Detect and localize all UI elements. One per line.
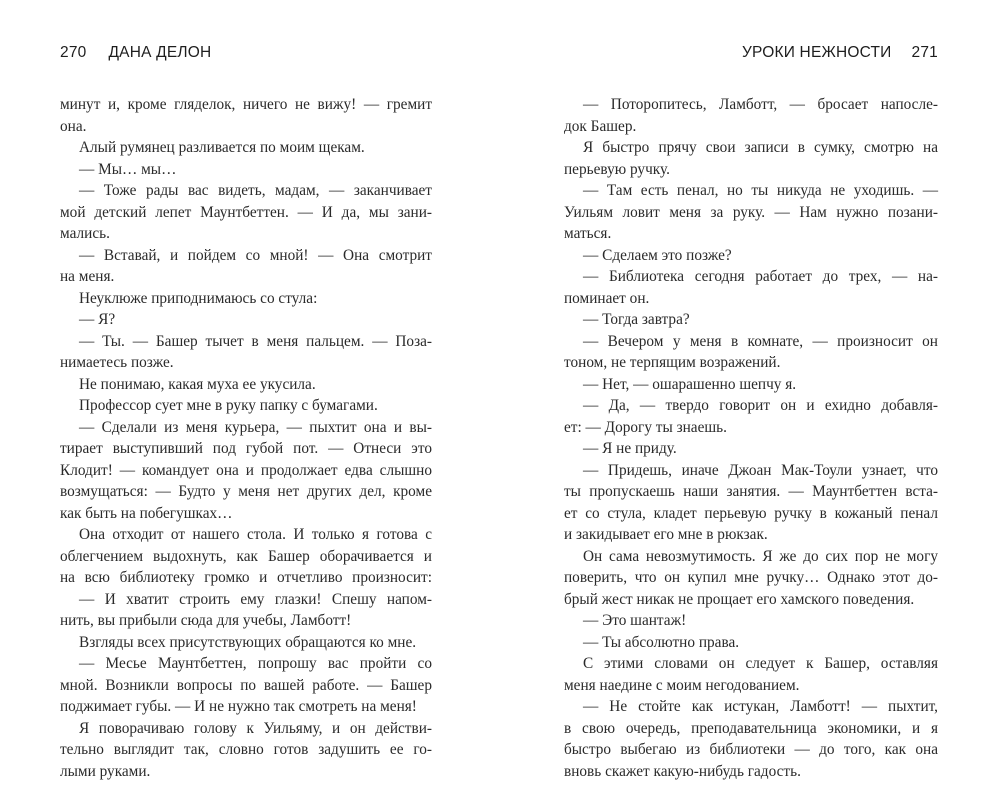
text-line: на меня. bbox=[60, 268, 115, 285]
text-line: Неуклюже приподнимаюсь со стула: bbox=[79, 289, 318, 307]
text-line: ты пропускаешь наши занятия. — Маунтбеттен вста- bbox=[564, 483, 938, 500]
text-line: нить, вы прибыли сюда для учебы, Ламботт! bbox=[60, 612, 352, 629]
text-line: Я поворачиваю голову к Уильяму, и он действи- bbox=[79, 719, 432, 737]
text-line: — И хватит строить ему глазки! Спешу напом- bbox=[79, 590, 432, 608]
text-line: возмущаться: — Будто у меня нет других дел, кроме bbox=[60, 483, 432, 500]
text-line: Он сама невозмутимость. Я же до сих пор не могу bbox=[583, 547, 938, 565]
right-page bbox=[500, 0, 1000, 803]
text-line: — Месье Маунтбеттен, попрошу вас пройти со bbox=[79, 655, 432, 672]
text-line: брый жест никак не прощает его хамского поведения. bbox=[564, 590, 915, 608]
text-line: — Нет, — ошарашенно шепчу я. bbox=[583, 375, 797, 393]
text-line: — Придешь, иначе Джоан Мак-Тоули узнает, что bbox=[583, 461, 938, 479]
right-running-header bbox=[742, 44, 938, 62]
text-line: тирает выступивший под губой пот. — Отнеси это bbox=[60, 440, 432, 457]
text-line: Я быстро прячу свои записи в сумку, смотрю на bbox=[583, 139, 938, 156]
text-line: она. bbox=[60, 117, 87, 135]
text-line: облегчением выдохнуть, как Башер оборачивается и bbox=[60, 547, 432, 565]
text-line: мой детский лепет Маунтбеттен. — И да, мы зани- bbox=[60, 203, 432, 221]
text-line: Клодит! — командует она и продолжает едва слышно bbox=[60, 461, 432, 479]
page-number: 270 bbox=[60, 44, 87, 61]
text-line: — Библиотека сегодня работает до трех, — на- bbox=[583, 268, 938, 285]
text-line: на всю библиотеку громко и отчетливо произносит: bbox=[60, 569, 432, 586]
text-line: — Не стойте как истукан, Ламботт! — пыхтит, bbox=[583, 698, 938, 715]
text-line: ет: — Дорогу ты знаешь. bbox=[564, 418, 727, 436]
text-line: Она отходит от нашего стола. И только я готова с bbox=[79, 526, 432, 543]
author-name: ДАНА ДЕЛОН bbox=[108, 44, 212, 61]
text-line: мались. bbox=[60, 225, 110, 242]
text-line: — Ты. — Башер тычет в меня пальцем. — Поза- bbox=[79, 332, 432, 350]
text-line: Уильям ловит меня за руку. — Нам нужно позани- bbox=[564, 203, 938, 221]
left-page-text bbox=[60, 94, 432, 782]
text-line: минут и, кроме гляделок, ничего не вижу! — гремит bbox=[60, 96, 432, 113]
text-line: — Сделали из меня курьера, — пыхтит она и вы- bbox=[79, 418, 432, 436]
right-page-text bbox=[564, 94, 938, 782]
text-line: — Вставай, и пойдем со мной! — Она смотрит bbox=[79, 246, 432, 264]
text-line: — Сделаем это позже? bbox=[583, 246, 732, 264]
text-line: тоном, не терпящим возражений. bbox=[564, 354, 781, 371]
text-line: — Мы… мы… bbox=[79, 160, 177, 178]
text-line: перьевую ручку. bbox=[564, 160, 670, 178]
text-line: мной. Возникли вопросы по вашей работе. — Башер bbox=[60, 676, 432, 694]
page-number: 271 bbox=[911, 44, 938, 61]
text-line: Взгляды всех присутствующих обращаются ко мне. bbox=[79, 633, 417, 651]
text-line: Алый румянец разливается по моим щекам. bbox=[79, 139, 365, 156]
text-line: — Тогда завтра? bbox=[583, 311, 690, 328]
text-line: лыми руками. bbox=[60, 762, 151, 780]
text-line: — Ты абсолютно права. bbox=[583, 633, 740, 651]
book-title: УРОКИ НЕЖНОСТИ bbox=[741, 44, 892, 61]
text-line: маться. bbox=[564, 225, 612, 242]
text-line: поджимает губы. — И не нужно так смотреть на меня! bbox=[60, 698, 417, 715]
text-line: — Да, — твердо говорит он и ехидно добавля- bbox=[583, 397, 938, 414]
text-line: док Башер. bbox=[564, 117, 637, 135]
text-line: — Там есть пенал, но ты никуда не уходишь. — bbox=[583, 182, 938, 199]
text-line: поверить, что он купил мне ручку… Однако этот до- bbox=[564, 569, 938, 586]
text-line: и закидывает его мне в рюкзак. bbox=[564, 526, 768, 543]
text-line: — Я не приду. bbox=[583, 440, 677, 457]
text-line: С этими словами он следует к Башер, оставляя bbox=[583, 655, 938, 672]
text-line: нимаетесь позже. bbox=[60, 354, 174, 371]
text-line: в свою очередь, преподавательница экономики, и я bbox=[564, 719, 938, 737]
text-line: поминает он. bbox=[564, 289, 650, 307]
text-line: тельно выглядит так, словно готов задушить ее го- bbox=[60, 741, 432, 758]
text-line: Профессор сует мне в руку папку с бумагами. bbox=[79, 397, 378, 414]
text-line: — Поторопитесь, Ламботт, — бросает напосле- bbox=[583, 96, 938, 113]
text-line: вновь скажет какую-нибудь гадость. bbox=[564, 762, 801, 780]
text-line: как быть на побегушках… bbox=[60, 504, 233, 522]
text-line: — Я? bbox=[79, 311, 116, 328]
text-line: — Это шантаж! bbox=[583, 612, 687, 629]
text-line: Не понимаю, какая муха ее укусила. bbox=[79, 375, 316, 393]
left-running-header bbox=[60, 44, 211, 62]
text-line: быстро выбегаю из библиотеки — до того, как она bbox=[564, 741, 938, 758]
text-line: ет со стула, кладет перьевую ручку в кожаный пенал bbox=[564, 504, 938, 522]
text-line: — Тоже рады вас видеть, мадам, — заканчивает bbox=[79, 182, 432, 199]
text-line: меня наедине с моим негодованием. bbox=[564, 676, 800, 694]
text-line: — Вечером у меня в комнате, — произносит он bbox=[583, 332, 938, 350]
